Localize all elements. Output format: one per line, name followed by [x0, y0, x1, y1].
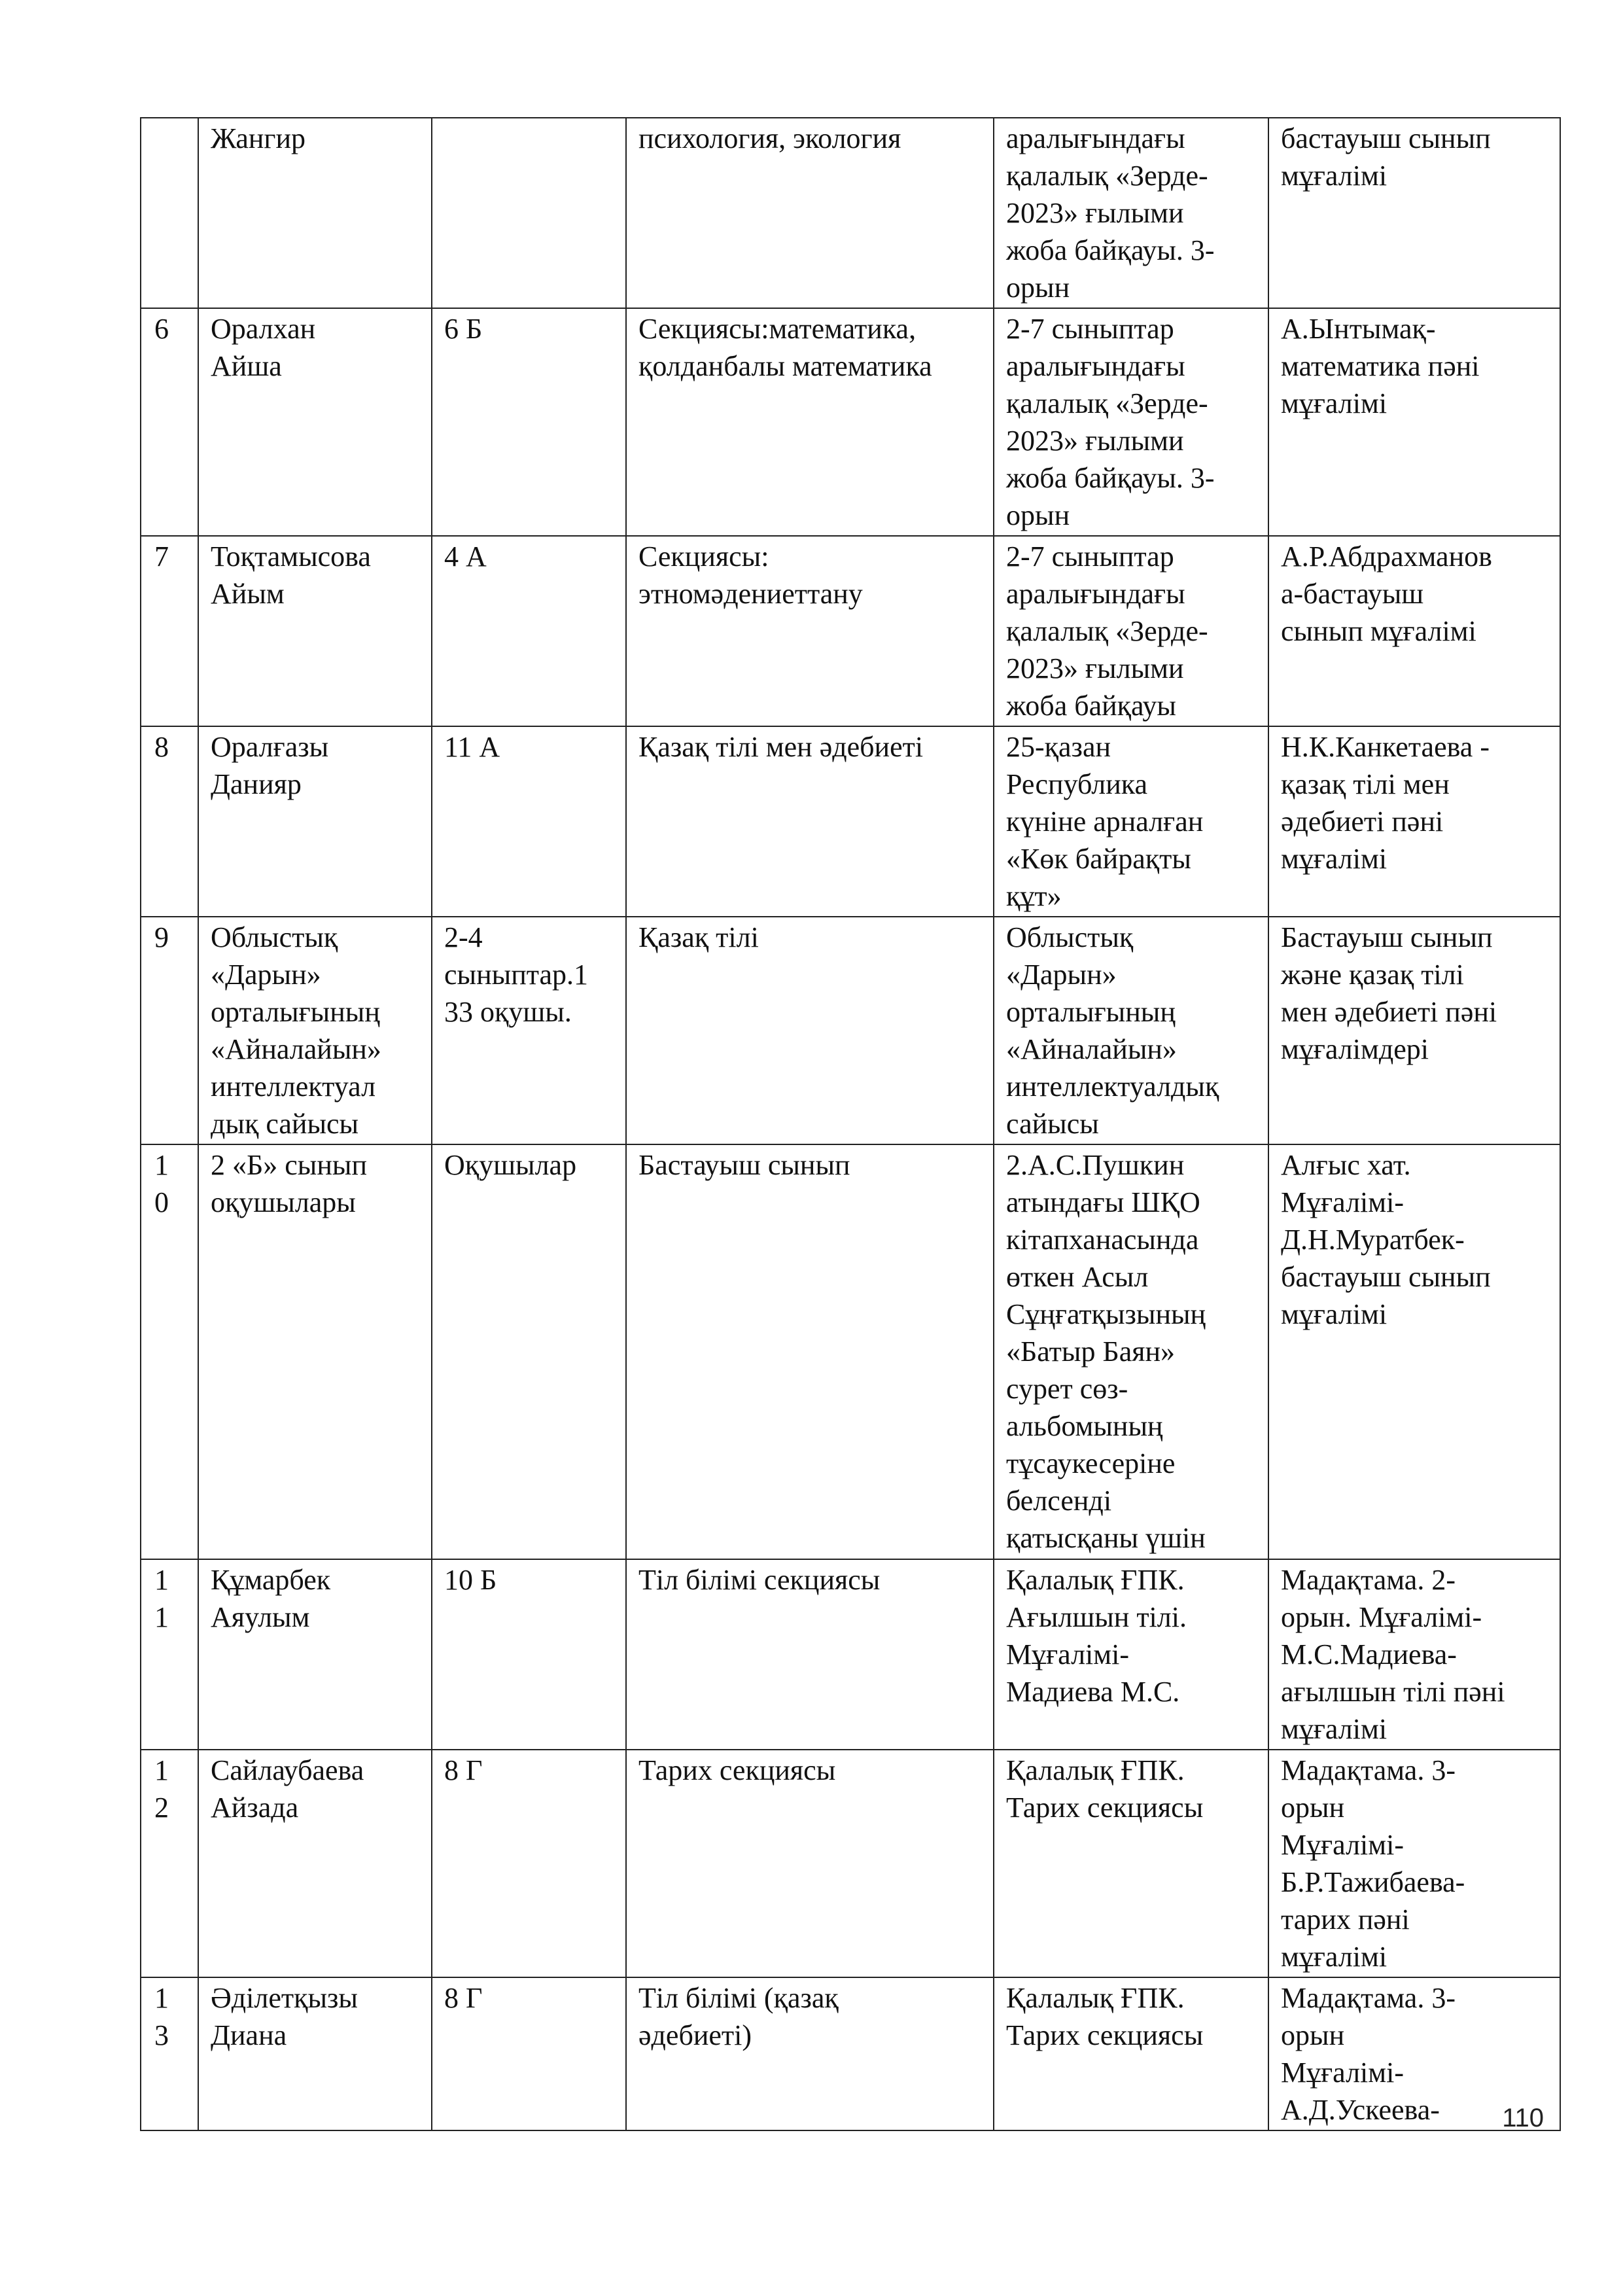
participant-grade: 10 Б — [432, 1559, 626, 1750]
teacher-info: Н.К.Канкетаева - қазақ тілі мен әдебиеті пәні мұғалімі — [1268, 726, 1560, 917]
event-name: 2-7 сыныптар аралығындағы қалалық «Зерде- 2023» ғылыми жоба байқауы. 3- орын — [994, 308, 1268, 536]
row-number — [141, 118, 198, 308]
row-number: 8 — [141, 726, 198, 917]
participant-name: Жангир — [198, 118, 432, 308]
event-name: Қалалық ҒПК. Тарих секциясы — [994, 1750, 1268, 1977]
section-name: Тарих секциясы — [626, 1750, 994, 1977]
section-name: Тіл білімі (қазақ әдебиеті) — [626, 1977, 994, 2130]
row-number: 1 3 — [141, 1977, 198, 2130]
participant-name: 2 «Б» сынып оқушылары — [198, 1144, 432, 1559]
row-number: 1 0 — [141, 1144, 198, 1559]
section-name: Қазақ тілі — [626, 917, 994, 1144]
participant-name: Оралғазы Данияр — [198, 726, 432, 917]
table-row — [141, 1559, 1560, 1750]
event-name: 25-қазан Республика күніне арналған «Көк байрақты құт» — [994, 726, 1268, 917]
participant-name: Облыстық «Дарын» орталығының «Айналайын» интеллектуал дық сайысы — [198, 917, 432, 1144]
teacher-info: Мадақтама. 2- орын. Мұғалімі- М.С.Мадиева- ағылшын тілі пәні мұғалімі — [1268, 1559, 1560, 1750]
results-table — [140, 117, 1561, 2131]
teacher-info: А.Ынтымақ- математика пәні мұғалімі — [1268, 308, 1560, 536]
event-name: аралығындағы қалалық «Зерде- 2023» ғылыми жоба байқауы. 3- орын — [994, 118, 1268, 308]
section-name: Тіл білімі секциясы — [626, 1559, 994, 1750]
event-name: 2.А.С.Пушкин атындағы ШҚО кітапханасында өткен Асыл Сұңғатқызының «Батыр Баян» сурет сөз- альбомының тұсаукесеріне белсенді қатысқаны үшін — [994, 1144, 1268, 1559]
participant-grade: 2-4 сыныптар.1 33 оқушы. — [432, 917, 626, 1144]
row-number: 1 2 — [141, 1750, 198, 1977]
table-row — [141, 536, 1560, 726]
participant-name: Әділетқызы Диана — [198, 1977, 432, 2130]
teacher-info: Мадақтама. 3- орын Мұғалімі- А.Д.Ускеева- — [1268, 1977, 1560, 2130]
row-number: 9 — [141, 917, 198, 1144]
section-name: Секциясы: этномәдениеттану — [626, 536, 994, 726]
teacher-info: А.Р.Абдрахманов а-бастауыш сынып мұғалімі — [1268, 536, 1560, 726]
participant-name: Құмарбек Аяулым — [198, 1559, 432, 1750]
participant-grade: Оқушылар — [432, 1144, 626, 1559]
table-row — [141, 1750, 1560, 1977]
table-row — [141, 1977, 1560, 2130]
teacher-info: Бастауыш сынып және қазақ тілі мен әдебиеті пәні мұғалімдері — [1268, 917, 1560, 1144]
teacher-info: бастауыш сынып мұғалімі — [1268, 118, 1560, 308]
teacher-info: Мадақтама. 3- орын Мұғалімі- Б.Р.Тажибаева- тарих пәні мұғалімі — [1268, 1750, 1560, 1977]
table-row — [141, 118, 1560, 308]
section-name: психология, экология — [626, 118, 994, 308]
participant-grade: 8 Г — [432, 1977, 626, 2130]
row-number: 7 — [141, 536, 198, 726]
event-name: Қалалық ҒПК. Ағылшын тілі. Мұғалімі- Мадиева М.С. — [994, 1559, 1268, 1750]
section-name: Бастауыш сынып — [626, 1144, 994, 1559]
table-row — [141, 308, 1560, 536]
section-name: Секциясы:математика, қолданбалы математика — [626, 308, 994, 536]
section-name: Қазақ тілі мен әдебиеті — [626, 726, 994, 917]
event-name: Қалалық ҒПК. Тарих секциясы — [994, 1977, 1268, 2130]
participant-name: Тоқтамысова Айым — [198, 536, 432, 726]
participant-grade: 11 А — [432, 726, 626, 917]
event-name: Облыстық «Дарын» орталығының «Айналайын» интеллектуалдық сайысы — [994, 917, 1268, 1144]
teacher-info: Алғыс хат. Мұғалімі- Д.Н.Муратбек- бастауыш сынып мұғалімі — [1268, 1144, 1560, 1559]
event-name: 2-7 сыныптар аралығындағы қалалық «Зерде- 2023» ғылыми жоба байқауы — [994, 536, 1268, 726]
participant-grade — [432, 118, 626, 308]
participant-grade: 4 А — [432, 536, 626, 726]
row-number: 6 — [141, 308, 198, 536]
participant-name: Сайлаубаева Айзада — [198, 1750, 432, 1977]
table-row — [141, 917, 1560, 1144]
page-number: 110 — [1502, 2104, 1544, 2132]
participant-grade: 8 Г — [432, 1750, 626, 1977]
row-number: 1 1 — [141, 1559, 198, 1750]
table-row — [141, 726, 1560, 917]
participant-name: Оралхан Айша — [198, 308, 432, 536]
table-row — [141, 1144, 1560, 1559]
participant-grade: 6 Б — [432, 308, 626, 536]
